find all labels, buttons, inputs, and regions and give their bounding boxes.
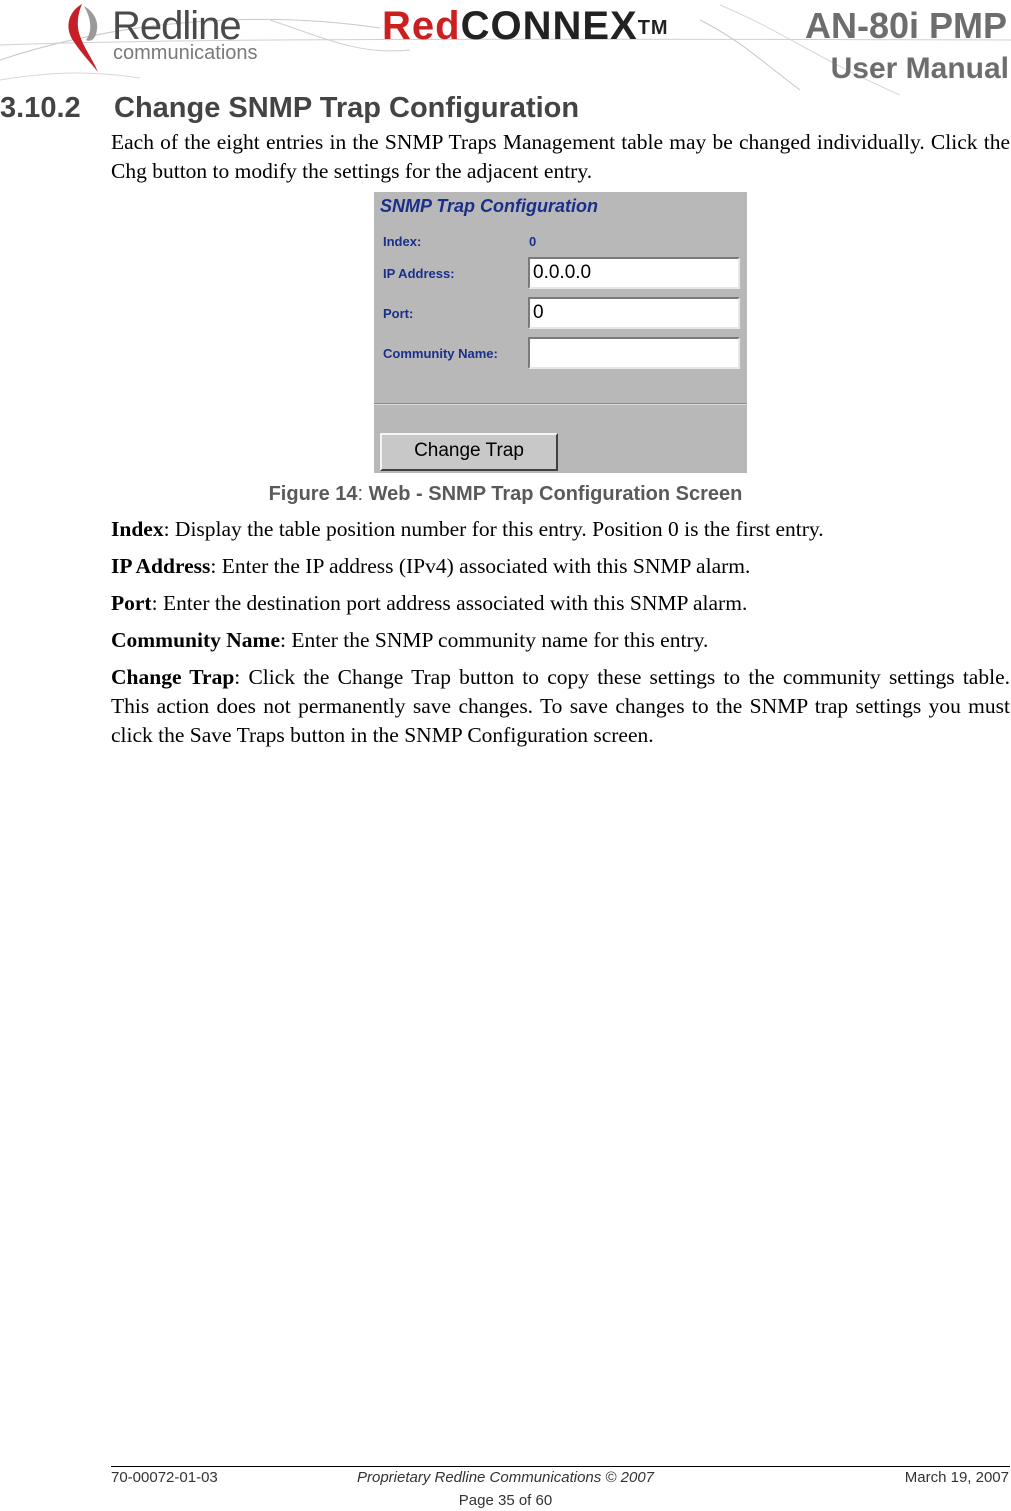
definition: : Enter the IP address (IPv4) associated with this SNMP alarm. xyxy=(210,554,751,578)
description-index xyxy=(111,515,1010,544)
definition: : Click the Change Trap button to copy these settings to the community settings table. This action does not permanently save changes. To save changes to the SNMP trap settings you must click the Save Traps button in the SNMP Configuration screen. xyxy=(111,665,1010,747)
description-change-trap xyxy=(111,663,1010,750)
manual-title: User Manual xyxy=(830,52,1009,85)
section-heading xyxy=(0,90,579,126)
document-number: 70-00072-01-03 xyxy=(111,1469,218,1486)
form-divider xyxy=(374,403,747,405)
section-title: Change SNMP Trap Configuration xyxy=(114,92,580,124)
redline-logo-icon xyxy=(60,2,110,74)
term: Index xyxy=(111,517,164,541)
page-number: Page 35 of 60 xyxy=(458,1492,553,1509)
term: IP Address xyxy=(111,554,211,578)
definition: : Enter the destination port address associated with this SNMP alarm. xyxy=(151,591,748,615)
brand-red-part: Red xyxy=(382,4,461,48)
company-name: Redline xyxy=(112,4,241,48)
ip-address-input[interactable]: 0.0.0.0 xyxy=(528,257,740,289)
description-port xyxy=(111,589,1010,618)
caption-text: Web - SNMP Trap Configuration Screen xyxy=(363,483,743,505)
description-community-name xyxy=(111,626,1010,655)
definition: : Display the table position number for this entry. Position 0 is the first entry. xyxy=(163,517,824,541)
index-value: 0 xyxy=(529,234,537,249)
company-subname: communications xyxy=(113,42,258,64)
page-header xyxy=(0,0,1011,95)
product-name: AN-80i PMP xyxy=(804,5,1007,46)
change-trap-button[interactable]: Change Trap xyxy=(380,433,558,471)
ip-address-label: IP Address: xyxy=(383,266,455,281)
term: Community Name xyxy=(111,628,280,652)
copyright-notice: Proprietary Redline Communications © 2007 xyxy=(356,1469,655,1486)
index-label: Index: xyxy=(383,234,422,249)
figure-number: Figure 14 xyxy=(268,483,358,505)
port-label: Port: xyxy=(383,306,414,321)
section-number: 3.10.2 xyxy=(0,92,81,124)
intro-paragraph: Each of the eight entries in the SNMP Traps Management table may be changed individually. Click the Chg button to modify the settings for the adjacent entry. xyxy=(111,130,1010,183)
footer-rule xyxy=(111,1466,1010,1467)
port-input[interactable]: 0 xyxy=(528,297,740,329)
definition: : Enter the SNMP community name for this entry. xyxy=(280,628,709,652)
caption-colon: : xyxy=(357,483,364,505)
term: Port xyxy=(111,591,152,615)
brand-black-part: CONNEX xyxy=(460,4,638,48)
community-name-label: Community Name: xyxy=(383,346,498,361)
description-ip-address xyxy=(111,552,1010,581)
trademark-mark: TM xyxy=(637,17,669,39)
form-title: SNMP Trap Configuration xyxy=(380,196,598,216)
figure-caption xyxy=(0,481,1011,507)
term: Change Trap xyxy=(111,665,235,689)
document-date: March 19, 2007 xyxy=(904,1469,1009,1486)
snmp-trap-configuration-screenshot xyxy=(374,192,747,473)
product-brand xyxy=(382,4,669,48)
community-name-input[interactable] xyxy=(528,337,740,369)
